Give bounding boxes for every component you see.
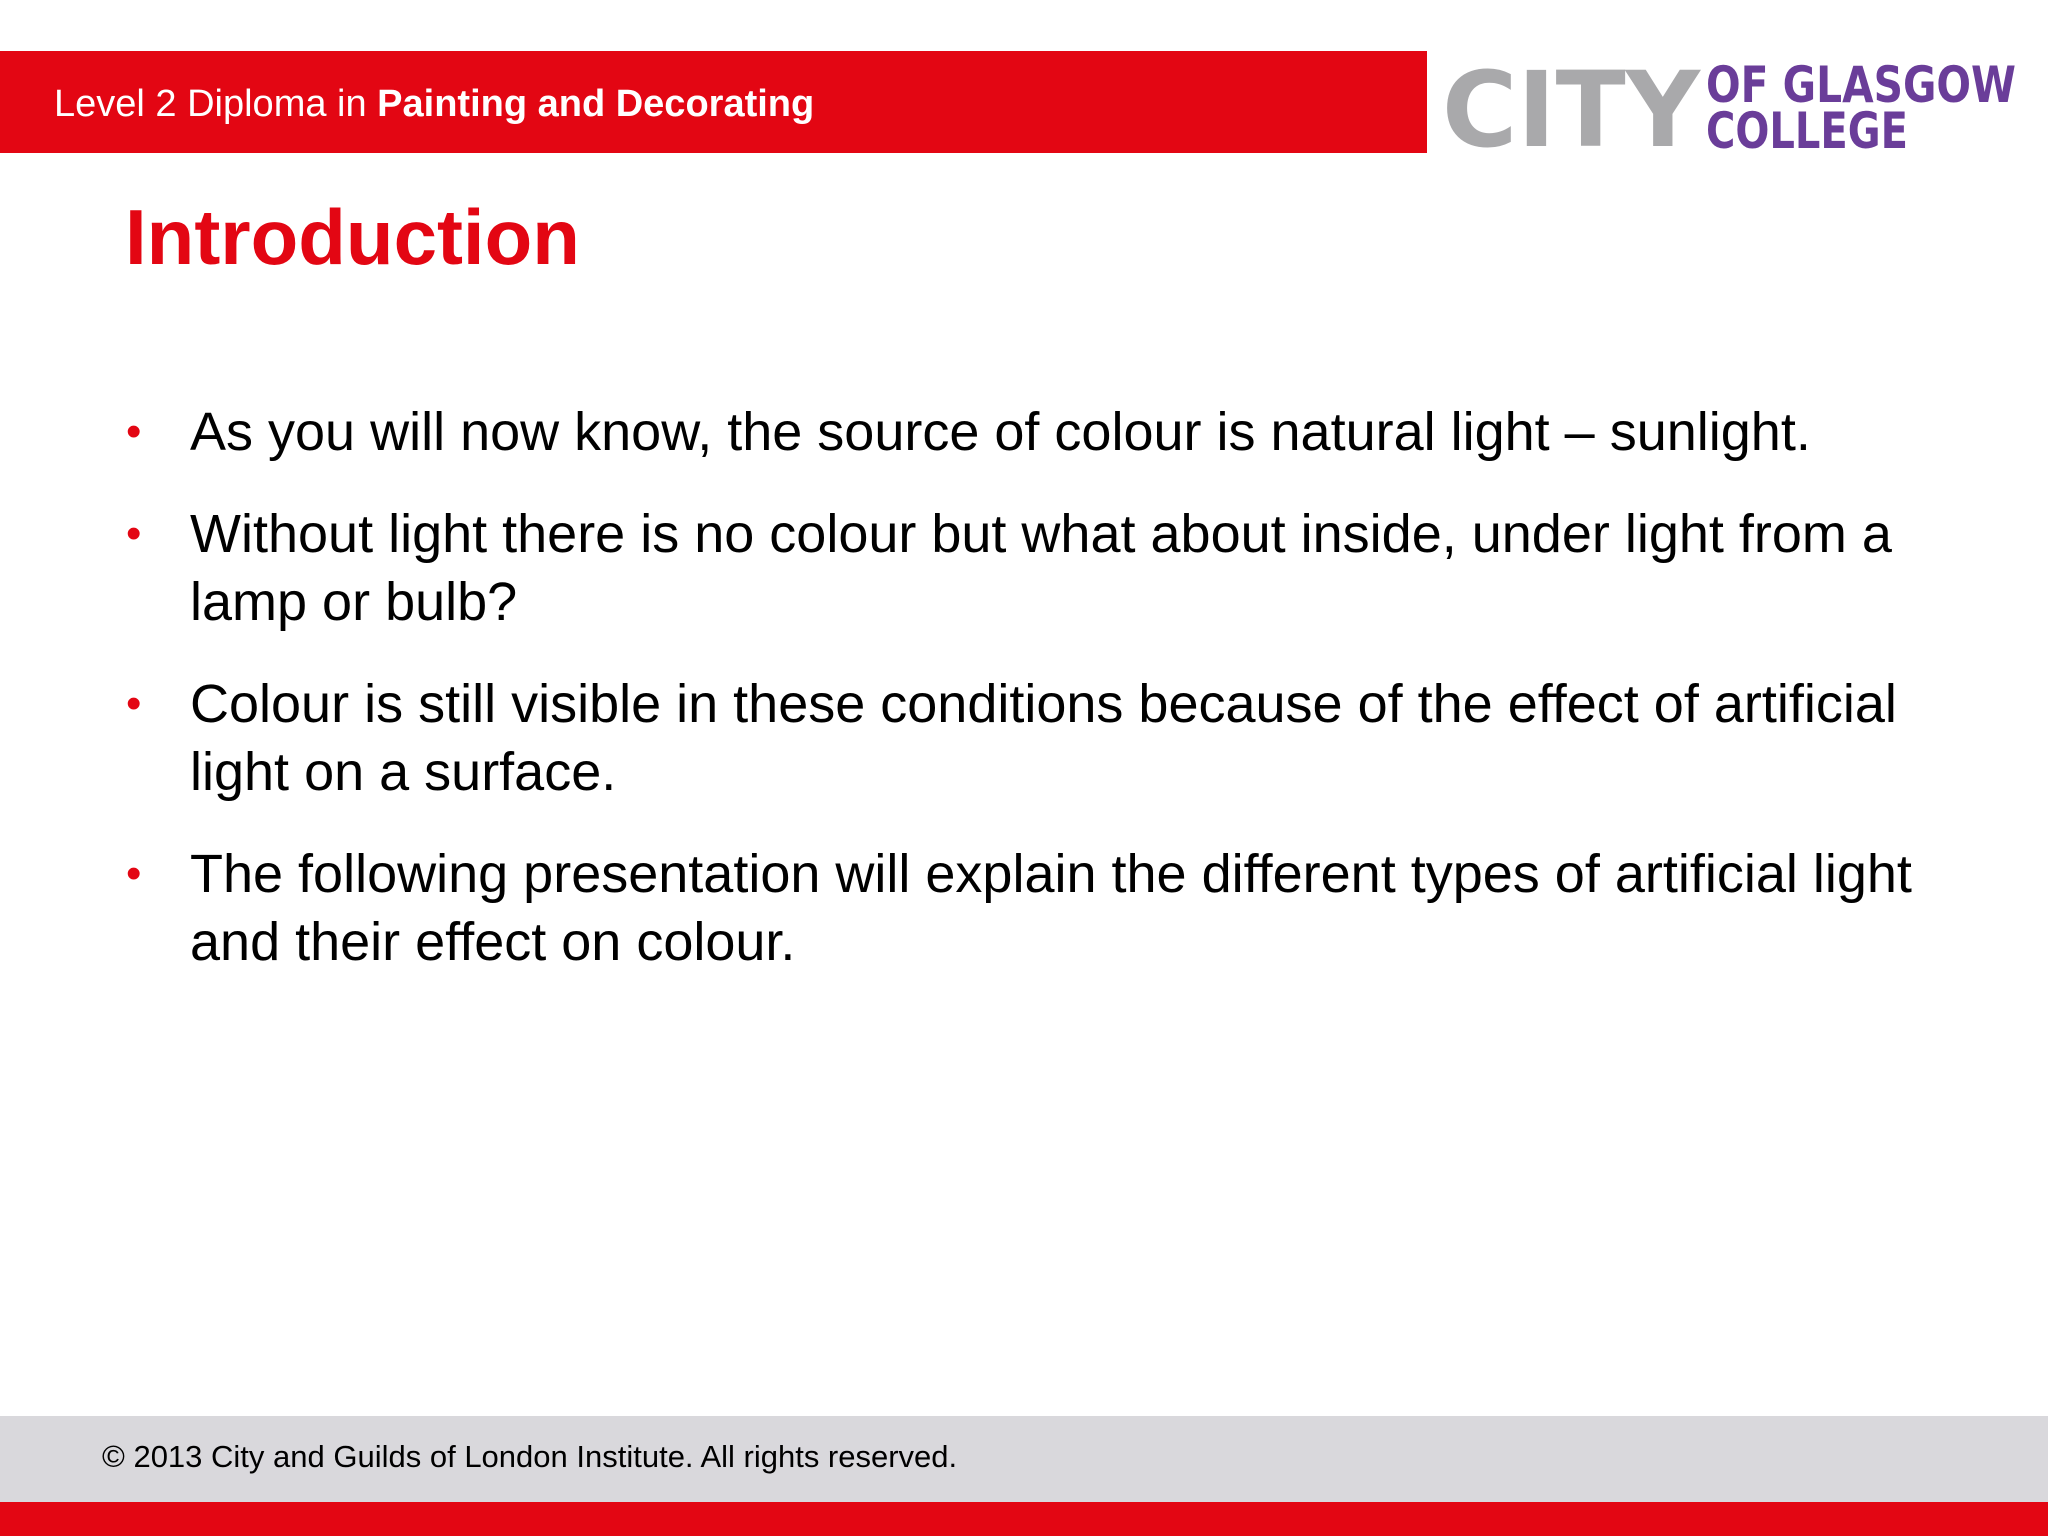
bullet-dot-icon: • bbox=[126, 407, 142, 456]
bullet-item bbox=[0, 670, 1930, 806]
bullet-text: The following presentation will explain the different types of artificial light and their effect on colour. bbox=[190, 844, 1912, 972]
bullet-dot-icon: • bbox=[126, 509, 142, 558]
bullet-dot-icon: • bbox=[126, 679, 142, 728]
bullet-item bbox=[0, 840, 1930, 976]
copyright-notice: © 2013 City and Guilds of London Institute. All rights reserved. bbox=[102, 1439, 958, 1474]
course-title bbox=[54, 82, 814, 126]
logo-city-text: CITY bbox=[1442, 56, 1702, 156]
bullet-item bbox=[0, 398, 1930, 466]
course-title-prefix: Level 2 Diploma in bbox=[54, 83, 378, 125]
bullet-dot-icon: • bbox=[126, 849, 142, 898]
bullet-text: As you will now know, the source of colour is natural light – sunlight. bbox=[190, 402, 1811, 462]
logo-of-glasgow-text: OF GLASGOW bbox=[1706, 56, 2016, 114]
bullet-text: Without light there is no colour but what about inside, under light from a lamp or bulb? bbox=[190, 504, 1892, 632]
slide-title: Introduction bbox=[125, 193, 580, 281]
bullet-item bbox=[0, 500, 1930, 636]
bullet-list bbox=[0, 398, 2048, 1010]
bottom-bar bbox=[0, 1502, 2048, 1536]
logo-college-text: COLLEGE bbox=[1706, 102, 1908, 156]
bullet-text: Colour is still visible in these conditions because of the effect of artificial light on a surface. bbox=[190, 674, 1897, 802]
city-of-glasgow-college-logo bbox=[1442, 56, 2018, 156]
course-title-name: Painting and Decorating bbox=[377, 83, 815, 125]
